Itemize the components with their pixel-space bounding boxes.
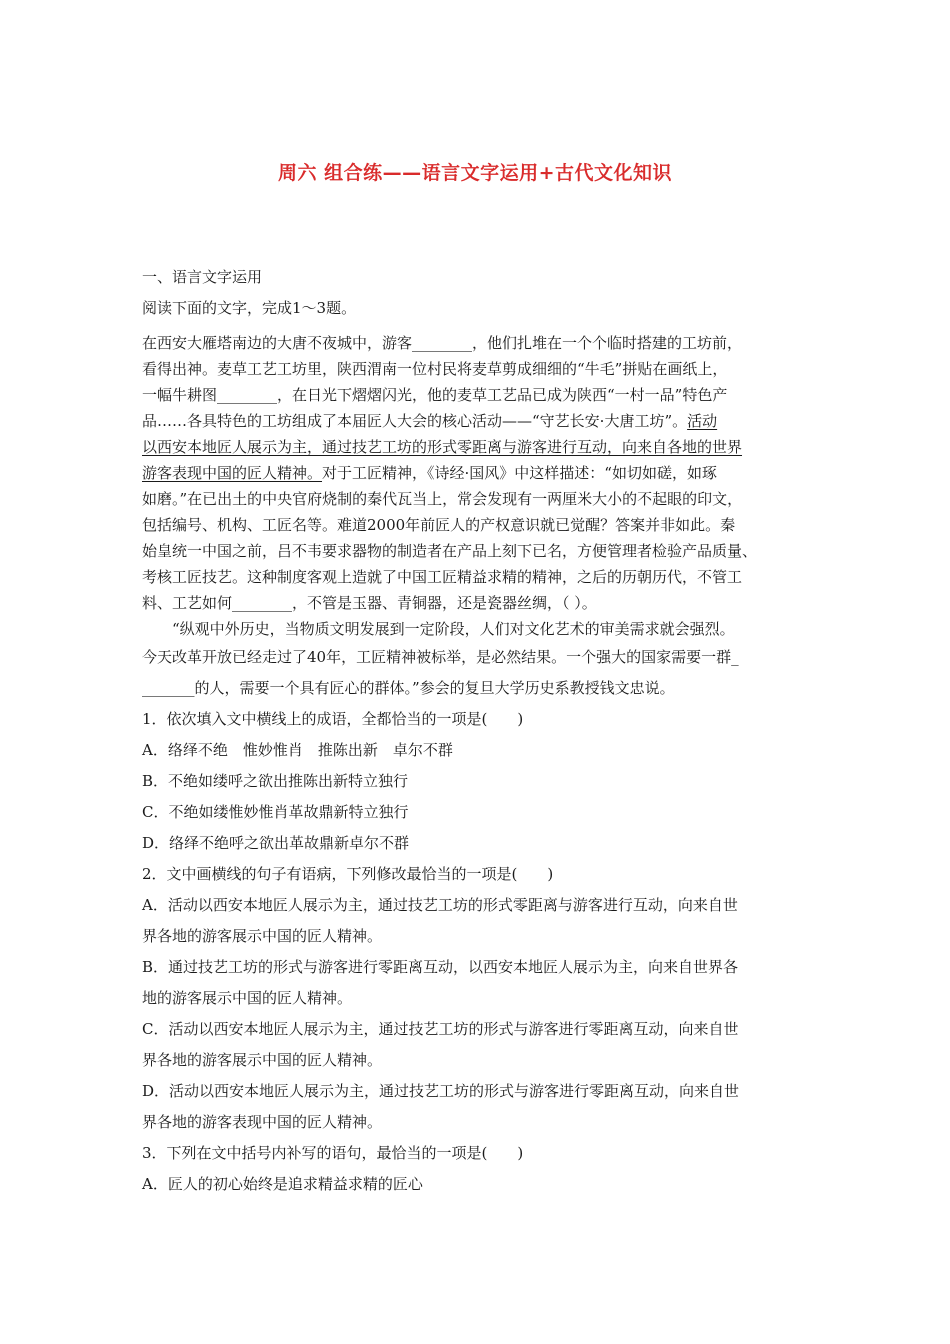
passage-line: “纵观中外历史，当物质文明发展到一定阶段，人们对文化艺术的审美需求就会强烈。 bbox=[172, 620, 735, 638]
passage-text: 对于工匠精神，《诗经·国风》中这样描述：“如切如磋，如琢 bbox=[322, 464, 717, 482]
passage-line: 始皇统一中国之前，吕不韦要求器物的制造者在产品上刻下已名，方便管理者检验产品质量、 bbox=[142, 542, 758, 560]
passage-line: 如磨。”在已出土的中央官府烧制的秦代瓦当上，常会发现有一两厘米大小的不起眼的印文， bbox=[142, 490, 743, 508]
option-b: B．通过技艺工坊的形式与游客进行零距离互动，以西安本地匠人展示为主，向来自世界各 bbox=[142, 958, 739, 976]
section-heading: 一、语言文字运用 bbox=[142, 268, 263, 286]
question-stem: 1．依次填入文中横线上的成语，全都恰当的一项是( ) bbox=[142, 710, 524, 728]
passage-line: 今天改革开放已经走过了40年，工匠精神被标举，是必然结果。一个强大的国家需要一群_ bbox=[142, 648, 739, 666]
passage-line bbox=[142, 460, 814, 486]
question-2 bbox=[142, 859, 814, 1138]
option-c-cont: 界各地的游客展示中国的匠人精神。 bbox=[142, 1051, 383, 1069]
option-b: B．不绝如缕呼之欲出推陈出新特立独行 bbox=[142, 772, 409, 790]
question-3 bbox=[142, 1138, 814, 1200]
option-d-cont: 界各地的游客表现中国的匠人精神。 bbox=[142, 1113, 383, 1131]
passage-line: 一幅牛耕图________，在日光下熠熠闪光，他的麦草工艺品已成为陕西“一村一品”特色产 bbox=[142, 386, 728, 404]
option-d: D．络绎不绝呼之欲出革故鼎新卓尔不群 bbox=[142, 834, 410, 852]
option-a: A．匠人的初心始终是追求精益求精的匠心 bbox=[142, 1175, 423, 1193]
passage-line bbox=[142, 434, 814, 460]
option-a-cont: 界各地的游客展示中国的匠人精神。 bbox=[142, 927, 383, 945]
option-a: A．络绎不绝 惟妙惟肖 推陈出新 卓尔不群 bbox=[142, 741, 453, 759]
question-stem: 3．下列在文中括号内补写的语句，最恰当的一项是( ) bbox=[142, 1144, 524, 1162]
document-body bbox=[142, 262, 814, 1200]
option-a: A．活动以西安本地匠人展示为主，通过技艺工坊的形式零距离与游客进行互动，向来自世 bbox=[142, 896, 738, 914]
page-title: 周六 组合练——语言文字运用+古代文化知识 bbox=[277, 162, 673, 184]
passage-line: 考核工匠技艺。这种制度客观上造就了中国工匠精益求精的精神，之后的历朝历代，不管工 bbox=[142, 568, 743, 586]
question-1 bbox=[142, 704, 814, 859]
option-d: D．活动以西安本地匠人展示为主，通过技艺工坊的形式与游客进行零距离互动，向来自世 bbox=[142, 1082, 740, 1100]
passage-line: _______的人，需要一个具有匠心的群体。”参会的复旦大学历史系教授钱文忠说。 bbox=[142, 679, 675, 697]
underlined-sentence: 以西安本地匠人展示为主，通过技艺工坊的形式零距离与游客进行互动，向来自各地的世界 bbox=[142, 438, 743, 456]
passage-line: 料、工艺如何________，不管是玉器、青铜器，还是瓷器丝绸，（ ）。 bbox=[142, 594, 597, 612]
passage-line: 看得出神。麦草工艺工坊里，陕西渭南一位村民将麦草剪成细细的“牛毛”拼贴在画纸上， bbox=[142, 360, 728, 378]
option-b-cont: 地的游客展示中国的匠人精神。 bbox=[142, 989, 353, 1007]
passage-line: 在西安大雁塔南边的大唐不夜城中，游客________，他们扎堆在一个个临时搭建的工坊前， bbox=[142, 334, 743, 352]
passage-line bbox=[142, 408, 814, 434]
underlined-sentence: 活动 bbox=[687, 412, 718, 430]
underlined-sentence: 游客表现中国的匠人精神。 bbox=[142, 464, 323, 482]
instruction: 阅读下面的文字，完成1～3题。 bbox=[142, 299, 357, 317]
option-c: C．不绝如缕惟妙惟肖革故鼎新特立独行 bbox=[142, 803, 409, 821]
option-c: C．活动以西安本地匠人展示为主，通过技艺工坊的形式与游客进行零距离互动，向来自世 bbox=[142, 1020, 739, 1038]
passage-text: 品……各具特色的工坊组成了本届匠人大会的核心活动——“守艺长安·大唐工坊”。 bbox=[142, 412, 688, 430]
reading-passage bbox=[142, 330, 814, 704]
question-stem: 2．文中画横线的句子有语病，下列修改最恰当的一项是( ) bbox=[142, 865, 554, 883]
passage-line: 包括编号、机构、工匠名等。难道2000年前匠人的产权意识就已觉醒？答案并非如此。秦 bbox=[142, 516, 736, 534]
